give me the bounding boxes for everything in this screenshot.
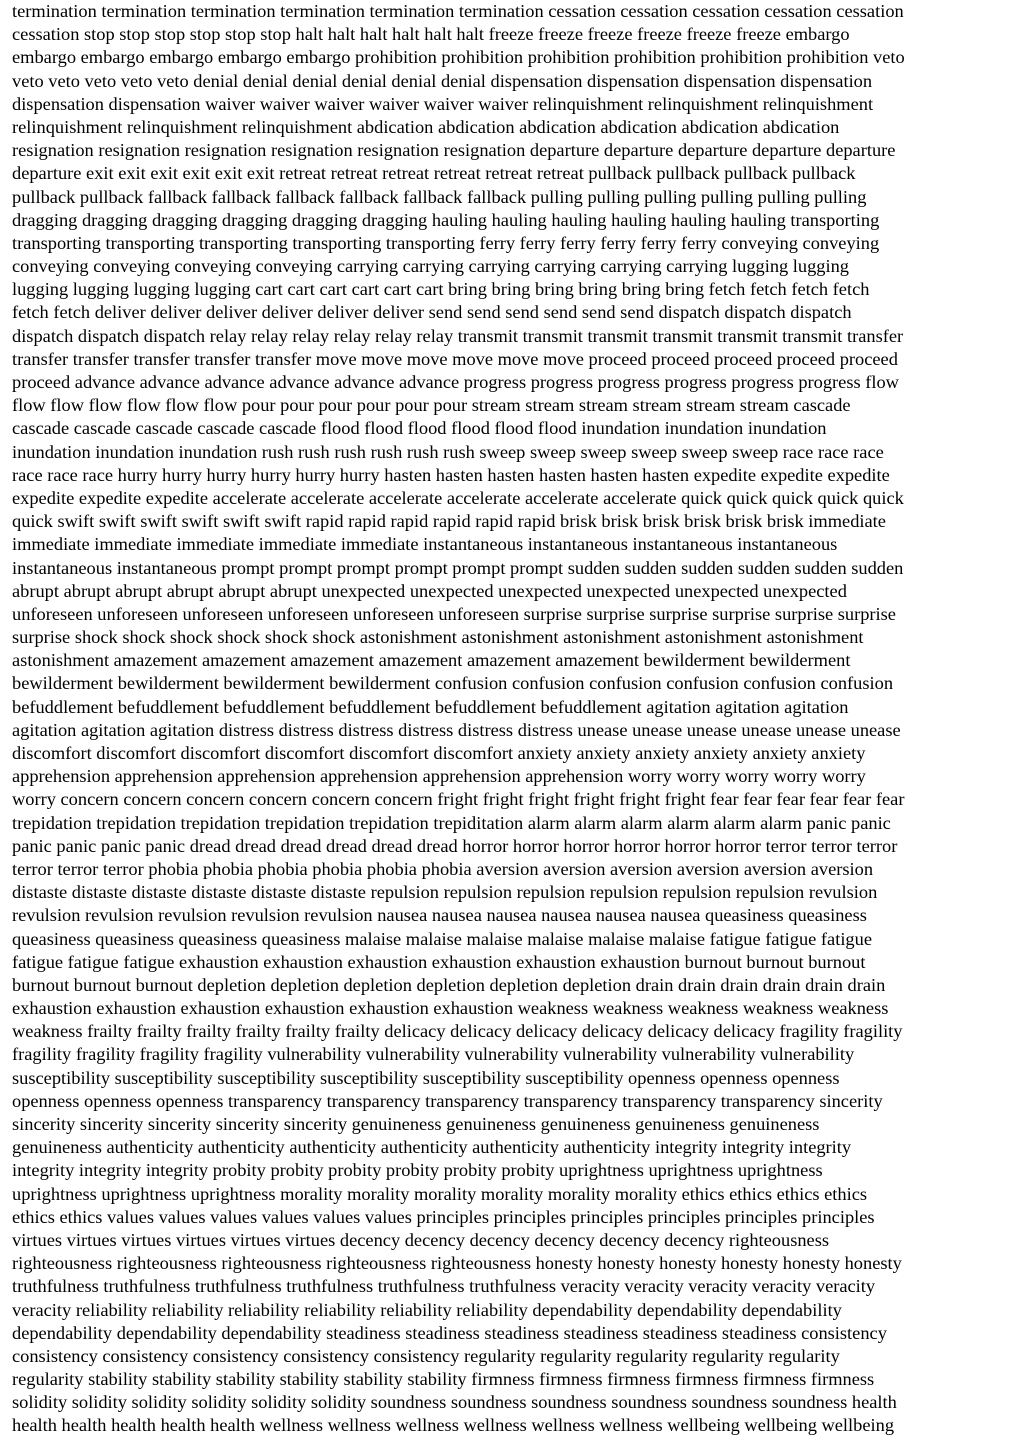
text-line: lugging lugging lugging lugging cart cart cart cart cart cart bring bring bring bring bring bring fetch fetch fetch fetch <box>12 279 870 300</box>
text-line: fatigue fatigue fatigue exhaustion exhaustion exhaustion exhaustion exhaustion exhaustion burnout burnout burnout <box>12 951 866 972</box>
text-line: departure exit exit exit exit exit exit retreat retreat retreat retreat retreat retreat pullback pullback pullback pullback <box>12 163 856 184</box>
text-line: distaste distaste distaste distaste distaste distaste repulsion repulsion repulsion repulsion repulsion repulsion revulsion <box>12 882 878 903</box>
text-line: apprehension apprehension apprehension apprehension apprehension apprehension worry worry worry worry worry <box>12 766 866 787</box>
text-line: virtues virtues virtues virtues virtues virtues decency decency decency decency decency decency righteousness <box>12 1229 830 1250</box>
text-line: astonishment amazement amazement amazement amazement amazement amazement bewilderment bewilderment <box>12 650 851 671</box>
text-line: weakness frailty frailty frailty frailty frailty frailty delicacy delicacy delicacy delicacy delicacy delicacy fragility fragility <box>12 1021 903 1042</box>
text-line: relinquishment relinquishment relinquishment abdication abdication abdication abdication abdication abdication <box>12 116 840 137</box>
text-line: embargo embargo embargo embargo embargo prohibition prohibition prohibition prohibition prohibition prohibition veto <box>12 47 905 68</box>
text-line: queasiness queasiness queasiness queasiness malaise malaise malaise malaise malaise malaise fatigue fatigue fatigue <box>12 928 872 949</box>
text-line: surprise shock shock shock shock shock shock astonishment astonishment astonishment astonishment astonishment <box>12 627 864 648</box>
text-line: instantaneous instantaneous prompt prompt prompt prompt prompt prompt sudden sudden sudden sudden sudden sudden <box>12 557 904 578</box>
text-line: dispensation dispensation waiver waiver waiver waiver waiver waiver relinquishment relinquishment relinquishment <box>12 93 874 114</box>
text-line: veracity reliability reliability reliability reliability reliability reliability dependability dependability dependability <box>12 1299 842 1320</box>
text-line: fetch fetch deliver deliver deliver deliver deliver deliver send send send send send send dispatch dispatch dispatch <box>12 302 852 323</box>
text-line: transporting transporting transporting transporting transporting ferry ferry ferry ferry ferry ferry conveying conveying <box>12 232 880 253</box>
text-line: dispatch dispatch dispatch relay relay relay relay relay relay transmit transmit transmit transmit transmit transmit transfer <box>12 325 904 346</box>
text-line: cascade cascade cascade cascade cascade flood flood flood flood flood flood inundation inundation inundation <box>12 418 827 439</box>
text-line: termination termination termination termination termination termination cessation cessation cessation cessation cessation <box>12 1 904 21</box>
text-line: health health health health health wellness wellness wellness wellness wellness wellness wellbeing wellbeing wellbeing <box>12 1415 895 1436</box>
text-line: quick swift swift swift swift swift swift rapid rapid rapid rapid rapid rapid brisk brisk brisk brisk brisk brisk immediate <box>12 511 886 532</box>
text-line: worry concern concern concern concern concern concern fright fright fright fright fright fright fear fear fear fear fear fear <box>12 789 905 810</box>
text-line: susceptibility susceptibility susceptibility susceptibility susceptibility susceptibility openness openness openness <box>12 1067 840 1088</box>
text-line: fragility fragility fragility fragility vulnerability vulnerability vulnerability vulnerability vulnerability vulnerability <box>12 1044 855 1065</box>
text-line: resignation resignation resignation resignation resignation resignation departure departure departure departure departure <box>12 140 896 161</box>
text-line: expedite expedite expedite accelerate accelerate accelerate accelerate accelerate accelerate quick quick quick quick quick <box>12 487 904 508</box>
text-line: exhaustion exhaustion exhaustion exhaustion exhaustion exhaustion weakness weakness weakness weakness weakness <box>12 998 889 1019</box>
text-line: trepidation trepidation trepidation trepidation trepidation trepiditation alarm alarm alarm alarm alarm alarm panic panic <box>12 812 891 833</box>
text-line: integrity integrity integrity probity probity probity probity probity probity uprightness uprightness uprightness <box>12 1160 823 1181</box>
text-line: unforeseen unforeseen unforeseen unforeseen unforeseen unforeseen surprise surprise surprise surprise surprise surprise <box>12 603 896 624</box>
text-line: terror terror terror phobia phobia phobia phobia phobia phobia aversion aversion aversion aversion aversion aversion <box>12 858 874 879</box>
text-line: openness openness openness transparency transparency transparency transparency transparency transparency sincerity <box>12 1090 883 1111</box>
text-line: inundation inundation inundation rush rush rush rush rush rush sweep sweep sweep sweep sweep sweep race race race <box>12 441 884 462</box>
text-line: immediate immediate immediate immediate immediate instantaneous instantaneous instantaneous instantaneous <box>12 534 838 555</box>
text-line: consistency consistency consistency consistency consistency regularity regularity regularity regularity regularity <box>12 1345 840 1366</box>
text-line: proceed advance advance advance advance advance advance progress progress progress progress progress progress flow <box>12 372 899 392</box>
text-line: bewilderment bewilderment bewilderment bewilderment confusion confusion confusion confusion confusion confusion <box>12 673 894 694</box>
text-line: burnout burnout burnout depletion depletion depletion depletion depletion depletion drain drain drain drain drain drain <box>12 974 886 995</box>
text-line: righteousness righteousness righteousness righteousness righteousness honesty honesty honesty honesty honesty honesty <box>12 1253 902 1274</box>
text-line: befuddlement befuddlement befuddlement befuddlement befuddlement befuddlement agitation agitation agitation <box>12 696 849 717</box>
text-line: revulsion revulsion revulsion revulsion revulsion nausea nausea nausea nausea nausea nausea queasiness queasiness <box>12 905 867 926</box>
text-line: flow flow flow flow flow flow pour pour pour pour pour pour stream stream stream stream stream stream cascade <box>12 395 851 416</box>
text-line: sincerity sincerity sincerity sincerity sincerity genuineness genuineness genuineness genuineness genuineness <box>12 1114 820 1134</box>
text-line: conveying conveying conveying conveying carrying carrying carrying carrying carrying carrying lugging lugging <box>12 256 850 277</box>
text-line: truthfulness truthfulness truthfulness truthfulness truthfulness truthfulness veracity veracity veracity veracity veracity <box>12 1276 876 1297</box>
text-line: cessation stop stop stop stop stop stop halt halt halt halt halt halt freeze freeze freeze freeze freeze freeze embargo <box>12 24 850 45</box>
text-line: solidity solidity solidity solidity solidity solidity soundness soundness soundness soundness soundness soundness health <box>12 1392 897 1413</box>
text-line: transfer transfer transfer transfer transfer move move move move move move proceed proceed proceed proceed proceed <box>12 348 898 369</box>
document-text <box>12 0 1018 1438</box>
text-line: dragging dragging dragging dragging dragging dragging hauling hauling hauling hauling hauling hauling transporting <box>12 209 880 230</box>
text-line: genuineness authenticity authenticity authenticity authenticity authenticity authenticity integrity integrity integrity <box>12 1137 852 1158</box>
text-line: ethics ethics values values values values values values principles principles principles principles principles principles <box>12 1206 875 1227</box>
text-line: race race race hurry hurry hurry hurry hurry hurry hasten hasten hasten hasten hasten hasten expedite expedite expedite <box>12 464 890 485</box>
text-line: agitation agitation agitation distress distress distress distress distress distress unease unease unease unease unease unease <box>12 719 901 740</box>
text-line: veto veto veto veto veto denial denial denial denial denial denial dispensation dispensation dispensation dispensation <box>12 70 873 91</box>
text-line: panic panic panic panic dread dread dread dread dread dread horror horror horror horror horror horror terror terror terror <box>12 835 898 856</box>
text-line: discomfort discomfort discomfort discomfort discomfort discomfort anxiety anxiety anxiety anxiety anxiety anxiety <box>12 743 866 763</box>
text-line: regularity stability stability stability stability stability stability firmness firmness firmness firmness firmness firmness <box>12 1369 875 1390</box>
text-line: dependability dependability dependability steadiness steadiness steadiness steadiness steadiness steadiness consistency <box>12 1322 887 1343</box>
text-line: abrupt abrupt abrupt abrupt abrupt abrupt unexpected unexpected unexpected unexpected unexpected unexpected <box>12 580 847 601</box>
text-line: uprightness uprightness uprightness morality morality morality morality morality morality ethics ethics ethics ethics <box>12 1183 868 1204</box>
text-line: pullback pullback fallback fallback fallback fallback fallback fallback pulling pulling pulling pulling pulling pulling <box>12 186 867 207</box>
